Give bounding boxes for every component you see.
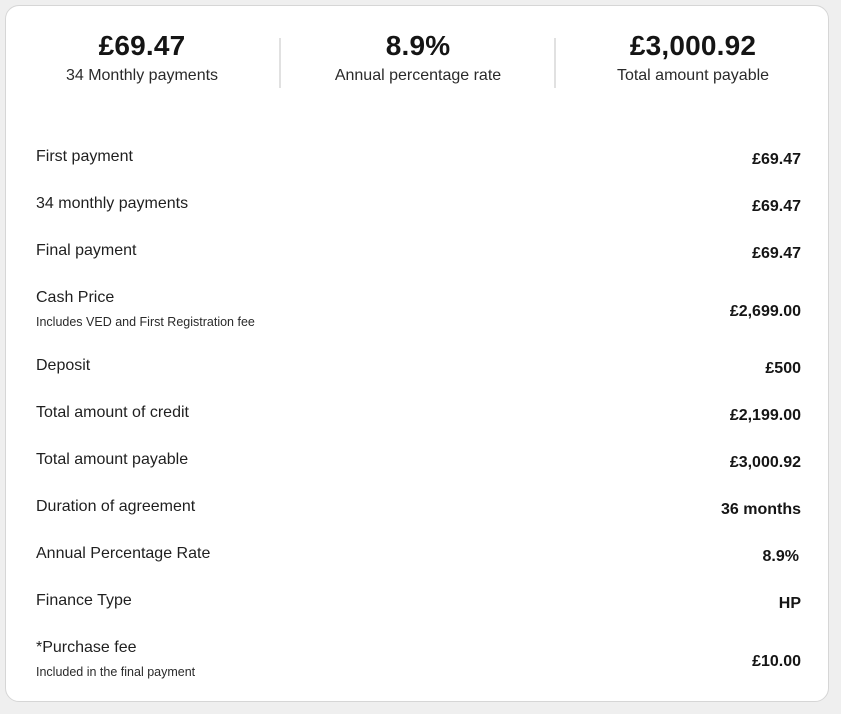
monthly-payment-value: £69.47 bbox=[98, 30, 186, 61]
detail-note: Includes VED and First Registration fee bbox=[36, 315, 255, 329]
detail-label: Cash Price bbox=[36, 289, 115, 306]
apr-label: Annual percentage rate bbox=[334, 67, 502, 84]
detail-value: £10.00 bbox=[752, 653, 801, 670]
detail-value: £500 bbox=[765, 360, 801, 377]
apr-value: 8.9% bbox=[385, 30, 451, 61]
detail-value: HP bbox=[778, 595, 801, 612]
detail-value: £69.47 bbox=[752, 151, 801, 168]
detail-label: Annual Percentage Rate bbox=[36, 545, 211, 562]
detail-label: Duration of agreement bbox=[36, 498, 196, 515]
detail-label: 34 monthly payments bbox=[36, 195, 189, 212]
total-payable-stat bbox=[563, 28, 823, 87]
detail-label: Total amount payable bbox=[36, 451, 189, 468]
stat-divider bbox=[279, 38, 281, 88]
total-payable-value: £3,000.92 bbox=[629, 30, 757, 61]
monthly-payment-stat bbox=[12, 28, 272, 87]
apr-stat bbox=[288, 28, 548, 87]
detail-label: Deposit bbox=[36, 357, 91, 374]
detail-value: £3,000.92 bbox=[729, 454, 801, 471]
stat-divider bbox=[554, 38, 556, 88]
detail-label: Finance Type bbox=[36, 592, 132, 609]
total-payable-label: Total amount payable bbox=[616, 67, 770, 84]
finance-summary-card bbox=[5, 5, 829, 702]
detail-value: £69.47 bbox=[752, 245, 801, 262]
detail-label: *Purchase fee bbox=[36, 639, 137, 656]
detail-note: Included in the final payment bbox=[36, 665, 196, 679]
finance-headline-stats bbox=[6, 6, 828, 106]
detail-value: £2,699.00 bbox=[729, 303, 801, 320]
detail-label: Final payment bbox=[36, 242, 137, 259]
detail-value: £2,199.00 bbox=[729, 407, 801, 424]
detail-label: Total amount of credit bbox=[36, 404, 189, 421]
detail-value: 36 months bbox=[720, 501, 801, 518]
detail-value: 8.9% bbox=[762, 548, 799, 565]
monthly-payment-label: 34 Monthly payments bbox=[65, 67, 219, 84]
detail-value: £69.47 bbox=[752, 198, 801, 215]
detail-label: First payment bbox=[36, 148, 133, 165]
